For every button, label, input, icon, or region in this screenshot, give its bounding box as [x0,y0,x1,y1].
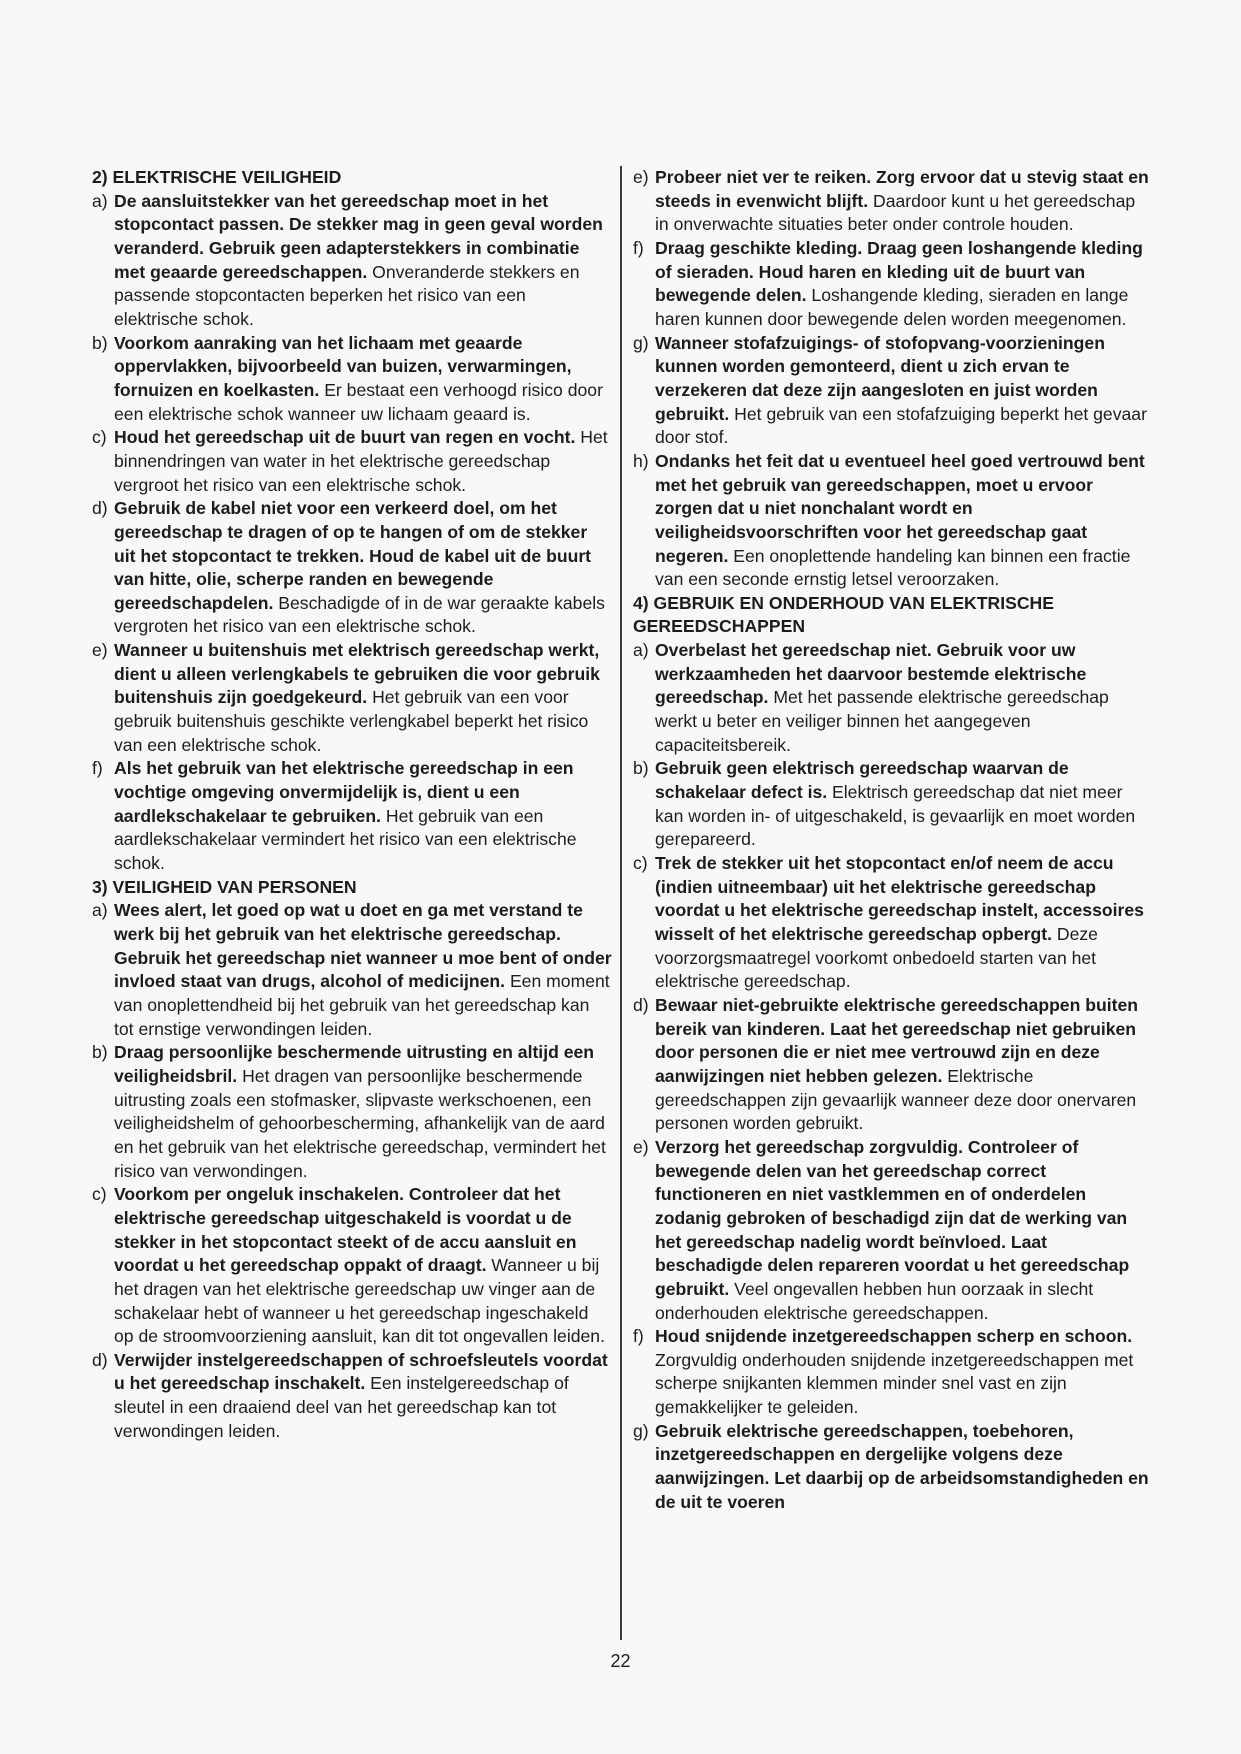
item-marker: d) [92,1349,108,1370]
item-instruction: Voorkom aanraking van het lichaam met geaarde oppervlakken, bijvoorbeeld van buizen, verwarmingen, fornuizen en koelkasten. [114,332,572,400]
list-item [633,639,1153,757]
item-explanation: Er bestaat een verhoogd risico door een elektrische schok wanneer uw lichaam geaard is. [114,379,603,424]
item-instruction: Trek de stekker uit het stopcontact en/of neem de accu (indien uitneembaar) uit het elektrische gereedschap voordat u het elektrische gereedschap instelt, accessoires wisselt of het elektrische gereedschap opbergt. [655,853,1144,944]
list-item [92,332,612,427]
item-explanation: Het gebruik van een stofafzuiging beperkt het gevaar door stof. [655,403,1147,448]
item-explanation: Het gebruik van een voor gebruik buitenshuis geschikte verlengkabel beperkt het risico van een elektrische schok. [114,687,589,755]
item-marker: c) [92,1184,107,1205]
item-marker: g) [633,332,649,353]
item-explanation: Deze voorzorgsmaatregel voorkomt onbedoeld starten van het elektrische gereedschap. [655,924,1098,992]
list-item [92,190,612,332]
item-marker: e) [633,1136,649,1157]
item-instruction: Gebruik geen elektrisch gereedschap waarvan de schakelaar defect is. [655,758,1069,803]
item-explanation: Elektrische gereedschappen zijn gevaarlijk wanneer deze door onervaren personen worden gebruikt. [655,1065,1137,1134]
list-item [633,1325,1153,1420]
item-explanation: Het dragen van persoonlijke beschermende uitrusting zoals een stofmasker, slipvaste werkschoenen, een veiligheidshelm of gehoorbescherming, afhankelijk van de aard en het gebruik van het elektrische gereedschap, vermindert het risico van verwondingen. [114,1065,606,1181]
item-explanation: Het binnendringen van water in het elektrische gereedschap vergroot het risico van een elektrische schok. [114,427,608,495]
list-item [633,166,1153,237]
item-explanation: Onveranderde stekkers en passende stopcontacten beperken het risico van een elektrische schok. [114,261,580,329]
item-marker: d) [92,498,108,519]
list-item [92,899,612,1041]
list-item [633,237,1153,332]
item-explanation: Loshangende kleding, sieraden en lange haren kunnen door bewegende delen worden meegenomen. [655,285,1129,329]
item-explanation: Daardoor kunt u het gereedschap in onverwachte situaties beter onder controle houden. [655,190,1136,235]
list-item [633,757,1153,852]
list-item [633,1420,1153,1515]
column-divider [620,166,622,1640]
item-explanation: Veel ongevallen hebben hun oorzaak in slecht onderhouden elektrische gereedschappen. [655,1278,1094,1323]
left-column [92,166,612,1443]
item-instruction: Draag persoonlijke beschermende uitrusting en altijd een veiligheidsbril. [114,1042,595,1086]
item-instruction: Gebruik elektrische gereedschappen, toebehoren, inzetgereedschappen en dergelijke volgens deze aanwijzingen. Let daarbij op de arbeidsomstandigheden en de uit te voeren [655,1420,1149,1512]
item-explanation: Elektrisch gereedschap dat niet meer kan worden in- of uitgeschakeld, is gevaarlijk en moet worden gerepareerd. [655,782,1136,850]
item-instruction: Probeer niet ver te reiken. Zorg ervoor dat u stevig staat en steeds in evenwicht blijft. [655,167,1149,211]
item-explanation: Wanneer u bij het dragen van het elektrische gereedschap uw vinger aan de schakelaar hebt of wanneer u het gereedschap ingeschakeld op de stroomvoorziening aansluit, kan dit tot ongevallen leiden. [114,1255,605,1347]
item-explanation: Een onoplettende handeling kan binnen een fractie van een seconde ernstig letsel veroorzaken. [655,545,1131,590]
item-instruction: Verzorg het gereedschap zorgvuldig. Controleer of bewegende delen van het gereedschap correct functioneren en niet vastklemmen en of onderdelen zodanig gebroken of beschadigd zijn dat de werking van het gereedschap nadelig wordt beïnvloed. Laat beschadigde delen repareren voordat u het gereedschap gebruikt. [655,1136,1130,1299]
list-item [92,426,612,497]
item-instruction: Houd snijdende inzetgereedschappen scherp en schoon. [655,1326,1133,1347]
item-instruction: Bewaar niet-gebruikte elektrische gereedschappen buiten bereik van kinderen. Laat het gereedschap niet gebruiken door personen die er niet mee vertrouwd zijn en deze aanwijzingen niet hebben gelezen. [655,994,1139,1086]
item-instruction: Gebruik de kabel niet voor een verkeerd doel, om het gereedschap te dragen of op te hangen of om de stekker uit het stopcontact te trekken. Houd de kabel uit de buurt van hitte, olie, scherpe randen en bewegende gereedschapdelen. [114,498,592,613]
item-marker: a) [633,640,649,661]
item-instruction: Als het gebruik van het elektrische gereedschap in een vochtige omgeving onvermijdelijk is, dient u een aardlekschakelaar te gebruiken. [114,758,574,826]
item-marker: f) [92,758,103,779]
list-item [633,332,1153,450]
item-instruction: Voorkom per ongeluk inschakelen. Controleer dat het elektrische gereedschap uitgeschakeld is voordat u de stekker in het stopcontact steekt of de accu aansluit en voordat u het gereedschap oppakt of draagt. [114,1184,577,1276]
list-item [633,994,1153,1136]
list-item [92,1349,612,1444]
list-item [633,1136,1153,1325]
item-instruction: Overbelast het gereedschap niet. Gebruik voor uw werkzaamheden het daarvoor bestemde elektrische gereedschap. [655,640,1087,708]
item-instruction: Wanneer stofafzuigings- of stofopvang-voorzieningen kunnen worden gemonteerd, dient u zich ervan te verzekeren dat deze zijn aangesloten en juist worden gebruikt. [655,332,1105,424]
item-marker: b) [92,1042,108,1063]
item-marker: b) [92,332,108,353]
item-explanation: Het gebruik van een aardlekschakelaar vermindert het risico van een elektrische schok. [114,805,577,874]
list-item [92,1041,612,1183]
list-item [633,852,1153,994]
item-instruction: De aansluitstekker van het gereedschap moet in het stopcontact passen. De stekker mag in geen geval worden veranderd. Gebruik geen adapterstekkers in combinatie met geaarde gereedschappen. [114,190,603,282]
item-marker: c) [633,853,648,874]
item-explanation: Een instelgereedschap of sleutel in een draaiend deel van het gereedschap kan tot verwondingen leiden. [114,1373,569,1441]
list-item [633,450,1153,592]
item-explanation: Zorgvuldig onderhouden snijdende inzetgereedschappen met scherpe snijkanten klemmen minder snel vast en zijn gemakkelijker te geleiden. [655,1349,1134,1418]
item-marker: e) [92,640,108,661]
item-marker: h) [633,450,649,471]
list-item [92,757,612,875]
item-explanation: Een moment van onoplettendheid bij het gebruik van het gereedschap kan tot ernstige verwondingen leiden. [114,971,610,1039]
section-heading: 4) GEBRUIK EN ONDERHOUD VAN ELEKTRISCHE GEREEDSCHAPPEN [633,592,1054,637]
item-marker: a) [92,900,108,921]
item-explanation: Met het passende elektrische gereedschap werkt u beter en veiliger binnen het aangegeven capaciteitsbereik. [655,687,1109,755]
item-instruction: Wees alert, let goed op wat u doet en ga met verstand te werk bij het gebruik van het elektrische gereedschap. Gebruik het gereedschap niet wanneer u moe bent of onder invloed staat van drugs, alcohol of medicijnen. [114,900,612,992]
item-marker: c) [92,427,107,448]
item-marker: g) [633,1420,649,1441]
item-instruction: Ondanks het feit dat u eventueel heel goed vertrouwd bent met het gebruik van gereedschappen, moet u ervoor zorgen dat u niet nonchalant wordt en veiligheidsvoorschriften voor het gereedschap gaat negeren. [655,450,1145,566]
list-item [92,1183,612,1349]
item-instruction: Houd het gereedschap uit de buurt van regen en vocht. [114,427,576,448]
item-instruction: Verwijder instelgereedschappen of schroefsleutels voordat u het gereedschap inschakelt. [114,1349,608,1394]
item-marker: f) [633,237,644,258]
item-explanation: Beschadigde of in de war geraakte kabels vergroten het risico van een elektrische schok. [114,592,605,637]
section-heading: 2) ELEKTRISCHE VEILIGHEID [92,167,342,187]
item-marker: e) [633,167,649,187]
list-item [92,497,612,639]
item-marker: b) [633,758,649,779]
item-marker: a) [92,190,108,211]
item-marker: f) [633,1326,644,1347]
list-item [92,639,612,757]
item-instruction: Wanneer u buitenshuis met elektrisch gereedschap werkt, dient u alleen verlengkabels te gebruiken die voor gebruik buitenshuis zijn goedgekeurd. [114,640,600,708]
item-instruction: Draag geschikte kleding. Draag geen loshangende kleding of sieraden. Houd haren en kleding uit de buurt van bewegende delen. [655,237,1143,306]
section-heading: 3) VEILIGHEID VAN PERSONEN [92,876,357,897]
item-marker: d) [633,994,649,1015]
right-column [633,166,1153,1514]
page-number: 22 [610,1651,631,1671]
